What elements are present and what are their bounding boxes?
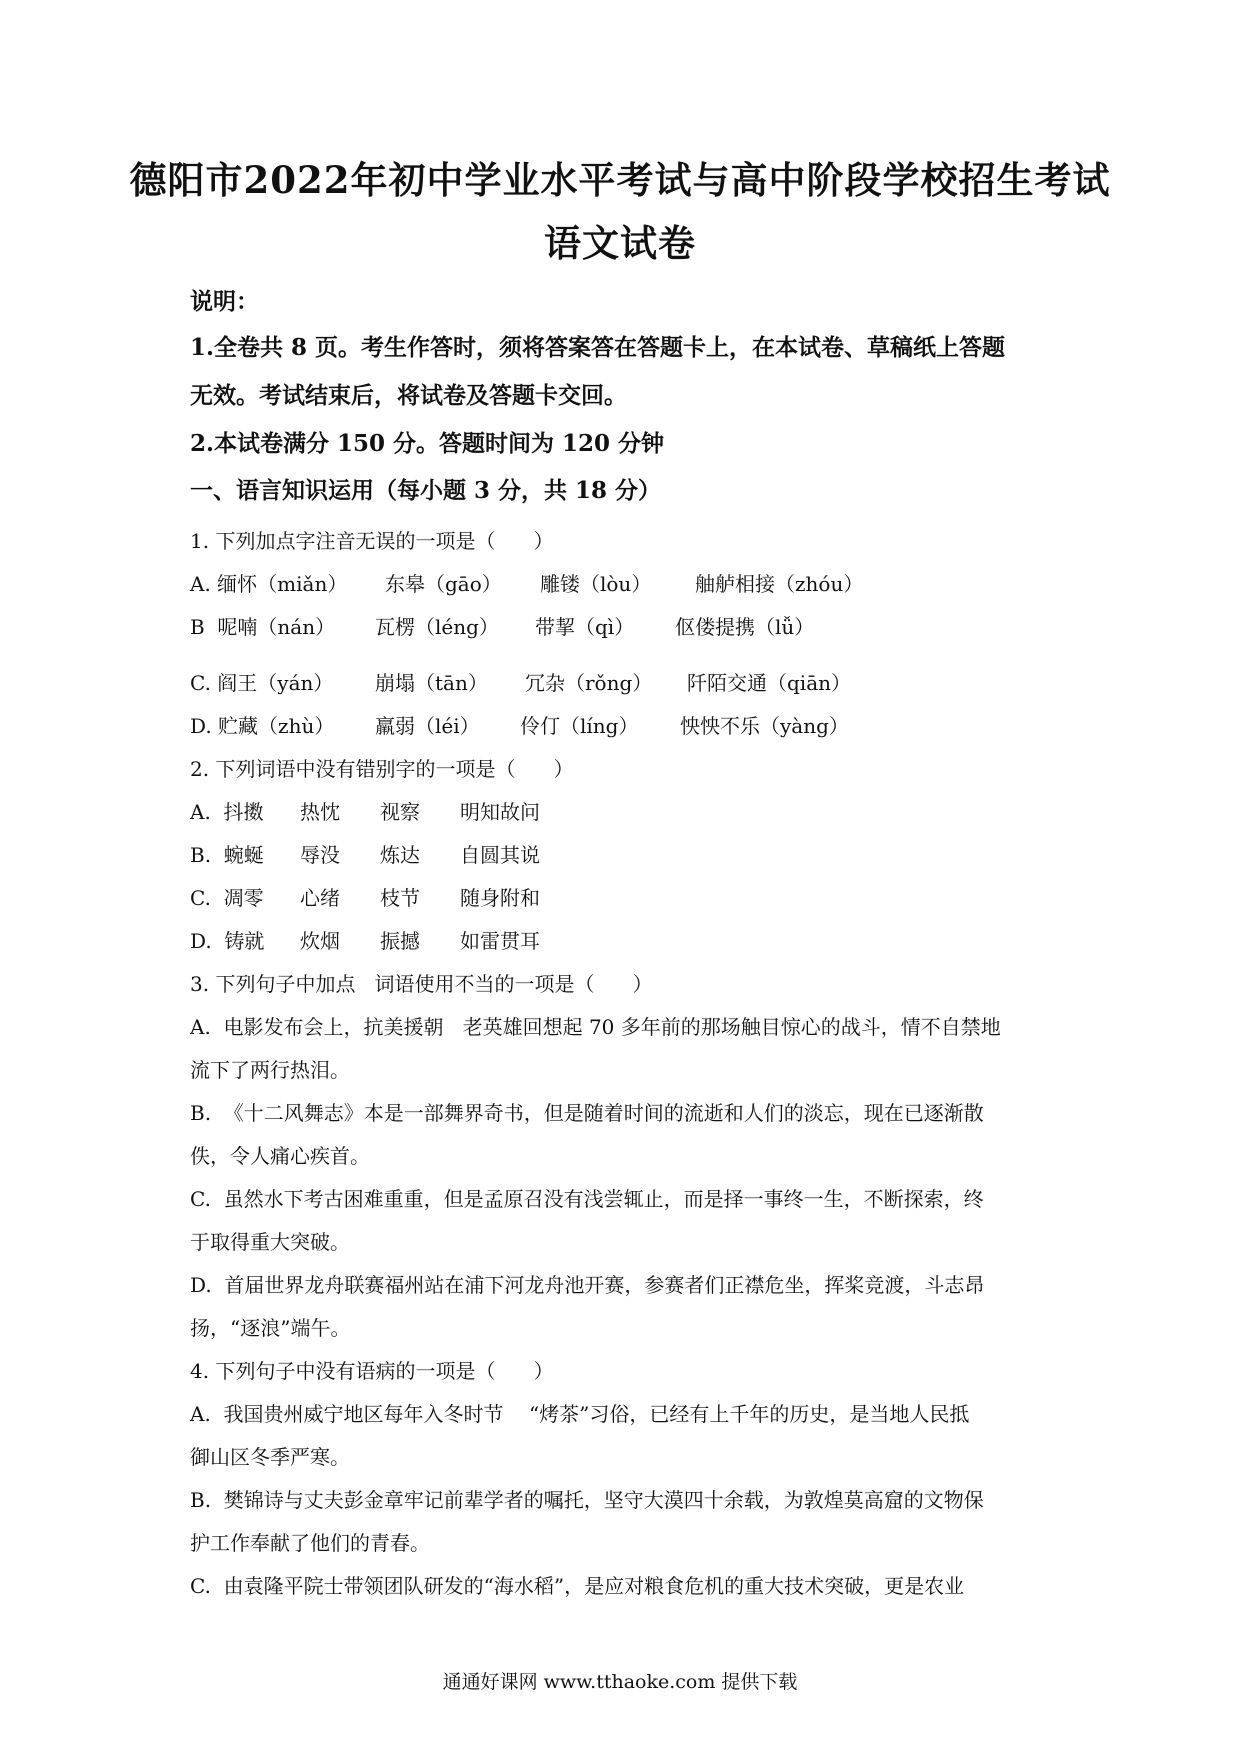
option-text: A. 缅怀（miǎn） xyxy=(190,572,348,596)
option-text: 阡陌交通（qiān） xyxy=(687,671,852,695)
option-text: 心绪 xyxy=(300,886,340,910)
question-3-line: A. 电影发布会上，抗美援朝 老英雄回想起 70 多年前的那场触目惊心的战斗，情不自禁地 xyxy=(190,1015,1001,1039)
page-footer: 通通好课网 www.tthaoke.com 提供下载 xyxy=(442,1671,798,1693)
option-text: 冗杂（rǒng） xyxy=(525,671,653,695)
question-4-line: A. 我国贵州威宁地区每年入冬时节 “烤茶”习俗，已经有上千年的历史，是当地人民抵 xyxy=(190,1402,970,1426)
option-text: 枝节 xyxy=(380,886,420,910)
option-text: 自圆其说 xyxy=(460,843,540,867)
option-text: 东皋（gāo） xyxy=(385,572,502,596)
option-text: 视察 xyxy=(380,800,420,824)
question-4-line: 护工作奉献了他们的青春。 xyxy=(190,1531,430,1555)
option-text: 伶仃（líng） xyxy=(520,714,639,738)
option-text: 瓦楞（léng） xyxy=(375,615,499,639)
option-text: 雕镂（lòu） xyxy=(540,572,652,596)
option-text: 伛偻提携（lǚ） xyxy=(675,615,815,639)
question-4-stem: 4. 下列句子中没有语病的一项是（ ） xyxy=(190,1359,554,1383)
question-4-line: C. 由袁隆平院士带领团队研发的“海水稻”，是应对粮食危机的重大技术突破，更是农业 xyxy=(190,1574,965,1598)
option-text: B 呢喃（nán） xyxy=(190,615,336,639)
option-text: D. 铸就 xyxy=(190,929,265,953)
question-3-stem: 3. 下列句子中加点 词语使用不当的一项是（ ） xyxy=(190,972,653,996)
section-heading: 一、语言知识运用（每小题 3 分，共 18 分） xyxy=(190,477,662,504)
question-3-line: 扬，“逐浪”端午。 xyxy=(190,1316,351,1340)
question-3-line: C. 虽然水下考古困难重重，但是孟原召没有浅尝辄止，而是择一事终一生，不断探索，终 xyxy=(190,1187,984,1211)
option-text: 怏怏不乐（yàng） xyxy=(680,714,849,738)
option-text: 辱没 xyxy=(300,843,340,867)
option-text: 如雷贯耳 xyxy=(460,929,540,953)
option-text: D. 贮藏（zhù） xyxy=(190,714,335,738)
question-2-stem: 2. 下列词语中没有错别字的一项是（ ） xyxy=(190,757,574,781)
option-text: 热忱 xyxy=(300,800,340,824)
option-text: A. 抖擞 xyxy=(190,800,264,824)
option-text: C. 阎王（yán） xyxy=(190,671,334,695)
option-text: 明知故问 xyxy=(460,800,540,824)
question-3-line: 流下了两行热泪。 xyxy=(190,1058,350,1082)
instruction-item-2: 2.本试卷满分 150 分。答题时间为 120 分钟 xyxy=(190,430,665,457)
question-3-line: B. 《十二风舞志》本是一部舞界奇书，但是随着时间的流逝和人们的淡忘，现在已逐渐散 xyxy=(190,1101,984,1125)
option-text: 振撼 xyxy=(380,929,420,953)
question-1-stem: 1. 下列加点字注音无误的一项是（ ） xyxy=(190,529,554,553)
option-text: 炼达 xyxy=(380,843,420,867)
question-3-line: 于取得重大突破。 xyxy=(190,1230,350,1254)
option-text: 羸弱（léi） xyxy=(375,714,480,738)
option-text: 舳舻相接（zhóu） xyxy=(695,572,864,596)
instruction-item-1-cont: 无效。考试结束后，将试卷及答题卡交回。 xyxy=(190,382,627,409)
option-text: 随身附和 xyxy=(460,886,540,910)
option-text: C. 凋零 xyxy=(190,886,264,910)
option-text: 崩塌（tān） xyxy=(375,671,488,695)
question-4-line: B. 樊锦诗与丈夫彭金章牢记前辈学者的嘱托，坚守大漠四十余载，为敦煌莫高窟的文物保 xyxy=(190,1488,984,1512)
option-text: 炊烟 xyxy=(300,929,340,953)
page-title: 德阳市2022年初中学业水平考试与高中阶段学校招生考试 xyxy=(129,158,1111,202)
question-4-line: 御山区冬季严寒。 xyxy=(190,1445,350,1469)
instructions-label: 说明： xyxy=(190,288,259,315)
question-3-line: 佚，令人痛心疾首。 xyxy=(190,1144,370,1168)
option-text: B. 蜿蜒 xyxy=(190,843,264,867)
page-subtitle: 语文试卷 xyxy=(544,221,696,265)
question-3-line: D. 首届世界龙舟联赛福州站在浦下河龙舟池开赛，参赛者们正襟危坐，挥桨竞渡，斗志昂 xyxy=(190,1273,985,1297)
instruction-item-1: 1.全卷共 8 页。考生作答时，须将答案答在答题卡上，在本试卷、草稿纸上答题 xyxy=(190,334,1006,361)
option-text: 带挈（qì） xyxy=(535,615,635,639)
